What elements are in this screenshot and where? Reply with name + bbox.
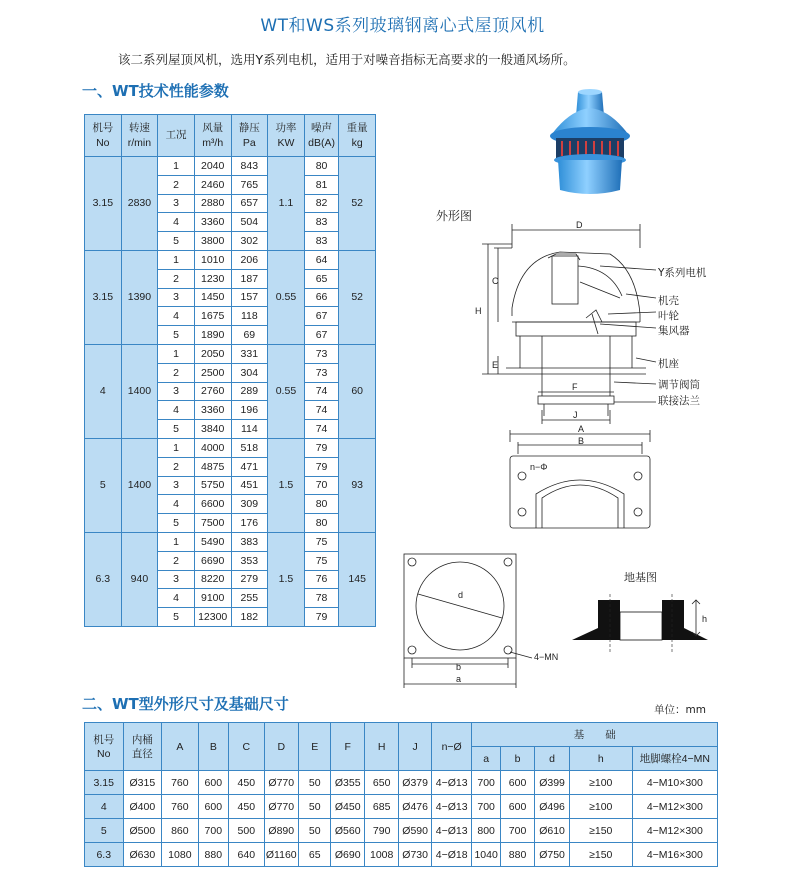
table-cell: 50	[299, 771, 331, 795]
table-cell: 80	[304, 495, 339, 514]
unit-label: 单位：mm	[654, 704, 706, 716]
table-cell: 79	[304, 438, 339, 457]
t2-head-bolt: 地脚螺栓4−MN	[632, 747, 717, 771]
table-cell: 1230	[194, 269, 231, 288]
table-cell: Ø1160	[264, 843, 298, 867]
table-cell: 4875	[194, 457, 231, 476]
table-cell: 600	[500, 771, 534, 795]
table-cell: 6690	[194, 551, 231, 570]
dim-mn: 4−MN	[534, 652, 559, 662]
part-motor: Y系列电机	[658, 267, 707, 279]
table-cell: 5	[85, 438, 122, 532]
table-cell: 157	[231, 288, 268, 307]
part-collector: 集风器	[658, 325, 690, 337]
table-row	[85, 250, 376, 269]
table-cell: 2460	[194, 175, 231, 194]
table-cell: 1400	[121, 438, 158, 532]
table-cell: 600	[198, 795, 228, 819]
table-cell: 3	[158, 570, 195, 589]
foundation-section	[570, 592, 720, 662]
part-base: 机座	[658, 358, 679, 370]
table-cell: Ø476	[399, 795, 431, 819]
table-cell: 2760	[194, 382, 231, 401]
table-cell: 1390	[121, 250, 158, 344]
table-cell: 279	[231, 570, 268, 589]
table-cell: 74	[304, 401, 339, 420]
table-cell: 3360	[194, 401, 231, 420]
table-cell: 65	[299, 843, 331, 867]
table-cell: 2880	[194, 194, 231, 213]
table-cell: 187	[231, 269, 268, 288]
t1-head-1: 转速 r/min	[121, 115, 158, 157]
part-flange: 联接法兰	[658, 395, 700, 407]
table-cell: 3	[158, 382, 195, 401]
t2-head-a: a	[472, 747, 500, 771]
table-cell: 289	[231, 382, 268, 401]
table-cell: 765	[231, 175, 268, 194]
dim-n: n−Φ	[530, 462, 548, 472]
section1-heading: 一、WT技术性能参数	[82, 82, 229, 100]
performance-table	[84, 114, 376, 627]
table-cell: 196	[231, 401, 268, 420]
table-cell: 843	[231, 157, 268, 176]
table-cell: 206	[231, 250, 268, 269]
table-cell: ≥150	[569, 819, 632, 843]
table-cell: 353	[231, 551, 268, 570]
part-impeller: 叶轮	[658, 310, 679, 322]
table-row	[85, 532, 376, 551]
table-cell: 940	[121, 532, 158, 626]
table-cell: 640	[229, 843, 265, 867]
table-cell: 880	[500, 843, 534, 867]
intro-text: 该二系列屋顶风机，选用Y系列电机，适用于对噪音指标无高要求的一般通风场所。	[118, 52, 576, 67]
table-cell: 331	[231, 344, 268, 363]
table-cell: 79	[304, 608, 339, 627]
dim-B: B	[578, 436, 585, 446]
table-cell: 83	[304, 232, 339, 251]
table-cell: Ø496	[535, 795, 569, 819]
table-cell: 2830	[121, 157, 158, 251]
t1-head-3: 风量 m³/h	[194, 115, 231, 157]
table-cell: 82	[304, 194, 339, 213]
table-cell: 1890	[194, 326, 231, 345]
t2-head-d: d	[535, 747, 569, 771]
table-cell: 657	[231, 194, 268, 213]
table-row	[85, 843, 718, 867]
table-cell: 4−Ø13	[431, 795, 472, 819]
table-cell: 1	[158, 344, 195, 363]
t2-head-n: n−Ø	[431, 723, 472, 771]
dim-E: E	[492, 360, 499, 370]
table-cell: 1008	[364, 843, 398, 867]
table-cell: 4	[158, 401, 195, 420]
table-cell: 4−M12×300	[632, 795, 717, 819]
table-cell: 760	[162, 795, 199, 819]
table-cell: 1.1	[268, 157, 305, 251]
dim-b: b	[456, 662, 462, 672]
foundation-plan	[392, 548, 559, 698]
part-casing: 机壳	[658, 295, 679, 307]
table-cell: 255	[231, 589, 268, 608]
table-cell: 860	[162, 819, 199, 843]
table-cell: 2	[158, 175, 195, 194]
outline-label: 外形图	[436, 209, 473, 223]
t2-head-no: 机号 No	[85, 723, 124, 771]
table-cell: ≥100	[569, 795, 632, 819]
table-cell: 12300	[194, 608, 231, 627]
table-cell: 65	[304, 269, 339, 288]
table-cell: 518	[231, 438, 268, 457]
table-cell: 2	[158, 269, 195, 288]
table-cell: 74	[304, 382, 339, 401]
table-cell: 6.3	[85, 532, 122, 626]
table-cell: 685	[364, 795, 398, 819]
table-cell: 451	[231, 476, 268, 495]
table-cell: 4	[158, 307, 195, 326]
dim-A: A	[578, 424, 585, 434]
table-cell: Ø399	[535, 771, 569, 795]
table-cell: 1080	[162, 843, 199, 867]
table-cell: ≥100	[569, 771, 632, 795]
table-cell: 3.15	[85, 250, 122, 344]
table-cell: 5	[158, 608, 195, 627]
table-cell: 450	[229, 795, 265, 819]
table-cell: 4	[158, 495, 195, 514]
table-cell: Ø590	[399, 819, 431, 843]
table-cell: 5	[158, 420, 195, 439]
t2-head-base: 基 础	[472, 723, 718, 747]
table-cell: 8220	[194, 570, 231, 589]
table-cell: 2	[158, 457, 195, 476]
table-cell: 4−M10×300	[632, 771, 717, 795]
table-cell: 700	[472, 795, 500, 819]
table-cell: 50	[299, 795, 331, 819]
table-cell: 4−M12×300	[632, 819, 717, 843]
table-cell: 75	[304, 551, 339, 570]
table-cell: 700	[198, 819, 228, 843]
table-row	[85, 157, 376, 176]
table-cell: 81	[304, 175, 339, 194]
table-cell: 114	[231, 420, 268, 439]
t1-head-5: 功率 KW	[268, 115, 305, 157]
table-cell: 2040	[194, 157, 231, 176]
table-cell: Ø730	[399, 843, 431, 867]
table-cell: 83	[304, 213, 339, 232]
table-cell: 73	[304, 344, 339, 363]
table-cell: 74	[304, 420, 339, 439]
table-cell: Ø315	[123, 771, 162, 795]
table-cell: 450	[229, 771, 265, 795]
t1-head-4: 静压 Pa	[231, 115, 268, 157]
dim-J: J	[573, 410, 578, 420]
table-cell: 302	[231, 232, 268, 251]
table-cell: 500	[229, 819, 265, 843]
table-cell: 2050	[194, 344, 231, 363]
t2-head-E: E	[299, 723, 331, 771]
table-row	[85, 438, 376, 457]
table-cell: 3360	[194, 213, 231, 232]
table-cell: 67	[304, 307, 339, 326]
table-cell: 75	[304, 532, 339, 551]
table-cell: 5	[158, 326, 195, 345]
table-cell: 1400	[121, 344, 158, 438]
table-row	[85, 819, 718, 843]
table-cell: Ø770	[264, 771, 298, 795]
table-cell: 1	[158, 532, 195, 551]
dim-h: h	[702, 614, 708, 624]
table-cell: Ø450	[331, 795, 364, 819]
table-cell: 79	[304, 457, 339, 476]
table-cell: 600	[500, 795, 534, 819]
table-cell: 145	[339, 532, 376, 626]
table-cell: Ø400	[123, 795, 162, 819]
table-cell: 880	[198, 843, 228, 867]
dim-a: a	[456, 674, 462, 684]
table-cell: 1.5	[268, 532, 305, 626]
dim-F: F	[572, 382, 578, 392]
table-cell: 4	[85, 795, 124, 819]
fan-product-image	[530, 86, 650, 201]
table-cell: 60	[339, 344, 376, 438]
table-cell: 3	[158, 288, 195, 307]
table-cell: 0.55	[268, 250, 305, 344]
table-cell: 5	[158, 232, 195, 251]
t1-head-6: 噪声 dB(A)	[304, 115, 339, 157]
table-cell: 5	[85, 819, 124, 843]
t2-head-A: A	[162, 723, 199, 771]
table-cell: 504	[231, 213, 268, 232]
dim-C: C	[492, 276, 499, 286]
table-cell: 4	[85, 344, 122, 438]
table-cell: 1450	[194, 288, 231, 307]
table-cell: 3	[158, 194, 195, 213]
table-cell: 76	[304, 570, 339, 589]
table-cell: 5	[158, 514, 195, 533]
table-cell: 52	[339, 157, 376, 251]
table-cell: 80	[304, 514, 339, 533]
table-cell: 3.15	[85, 771, 124, 795]
table-row	[85, 344, 376, 363]
table-cell: 1	[158, 157, 195, 176]
t2-head-H: H	[364, 723, 398, 771]
table-cell: 7500	[194, 514, 231, 533]
foundation-label: 地基图	[624, 571, 657, 584]
table-cell: 383	[231, 532, 268, 551]
table-cell: 304	[231, 363, 268, 382]
table-cell: 93	[339, 438, 376, 532]
table-cell: 0.55	[268, 344, 305, 438]
table-cell: Ø500	[123, 819, 162, 843]
table-cell: 1	[158, 438, 195, 457]
t2-head-h: h	[569, 747, 632, 771]
dim-D: D	[576, 220, 583, 230]
table-cell: 70	[304, 476, 339, 495]
table-cell: Ø379	[399, 771, 431, 795]
t2-head-F: F	[331, 723, 364, 771]
table-cell: 3840	[194, 420, 231, 439]
t2-head-b: b	[500, 747, 534, 771]
table-cell: 5490	[194, 532, 231, 551]
table-cell: 3.15	[85, 157, 122, 251]
table-cell: Ø560	[331, 819, 364, 843]
table-cell: 2	[158, 363, 195, 382]
table-cell: 3800	[194, 232, 231, 251]
table-cell: 4	[158, 213, 195, 232]
table-cell: 80	[304, 157, 339, 176]
table-cell: Ø750	[535, 843, 569, 867]
table-cell: 118	[231, 307, 268, 326]
table-cell: 1675	[194, 307, 231, 326]
table-cell: 176	[231, 514, 268, 533]
table-cell: 4−M16×300	[632, 843, 717, 867]
table-cell: 2500	[194, 363, 231, 382]
t2-head-inner: 内桶 直径	[123, 723, 162, 771]
table-cell: 4	[158, 589, 195, 608]
table-cell: 4000	[194, 438, 231, 457]
table-cell: 471	[231, 457, 268, 476]
table-cell: 3	[158, 476, 195, 495]
table-cell: 700	[500, 819, 534, 843]
dim-H: H	[475, 306, 482, 316]
table-cell: 1040	[472, 843, 500, 867]
table-cell: 4−Ø13	[431, 771, 472, 795]
table-cell: 9100	[194, 589, 231, 608]
part-valve: 调节阀筒	[658, 379, 700, 391]
table-cell: 650	[364, 771, 398, 795]
table-cell: Ø770	[264, 795, 298, 819]
table-cell: ≥150	[569, 843, 632, 867]
table-cell: 5750	[194, 476, 231, 495]
table-cell: 6.3	[85, 843, 124, 867]
table-cell: 69	[231, 326, 268, 345]
table-cell: Ø630	[123, 843, 162, 867]
table-cell: 67	[304, 326, 339, 345]
table-cell: 182	[231, 608, 268, 627]
t1-head-7: 重量 kg	[339, 115, 376, 157]
t1-head-2: 工况	[158, 115, 195, 157]
table-row	[85, 771, 718, 795]
table-cell: 790	[364, 819, 398, 843]
t2-head-D: D	[264, 723, 298, 771]
table-cell: 66	[304, 288, 339, 307]
table-cell: 800	[472, 819, 500, 843]
table-cell: 700	[472, 771, 500, 795]
page-title: WT和WS系列玻璃钢离心式屋顶风机	[260, 16, 545, 36]
table-cell: 600	[198, 771, 228, 795]
table-cell: 1	[158, 250, 195, 269]
table-cell: Ø890	[264, 819, 298, 843]
table-cell: 2	[158, 551, 195, 570]
table-cell: 309	[231, 495, 268, 514]
t1-head-0: 机号 No	[85, 115, 122, 157]
table-cell: 1010	[194, 250, 231, 269]
table-cell: 73	[304, 363, 339, 382]
table-cell: 50	[299, 819, 331, 843]
dimension-table	[84, 722, 718, 867]
table-cell: 64	[304, 250, 339, 269]
table-cell: 4−Ø18	[431, 843, 472, 867]
table-cell: 6600	[194, 495, 231, 514]
table-cell: 52	[339, 250, 376, 344]
table-cell: 78	[304, 589, 339, 608]
t2-head-C: C	[229, 723, 265, 771]
table-cell: Ø610	[535, 819, 569, 843]
table-cell: Ø355	[331, 771, 364, 795]
table-row	[85, 795, 718, 819]
t2-head-J: J	[399, 723, 431, 771]
table-cell: 1.5	[268, 438, 305, 532]
table-cell: Ø690	[331, 843, 364, 867]
dim-d: d	[458, 590, 464, 600]
section2-heading: 二、WT型外形尺寸及基础尺寸	[82, 695, 289, 713]
table-cell: 760	[162, 771, 199, 795]
t2-head-B: B	[198, 723, 228, 771]
table-cell: 4−Ø13	[431, 819, 472, 843]
